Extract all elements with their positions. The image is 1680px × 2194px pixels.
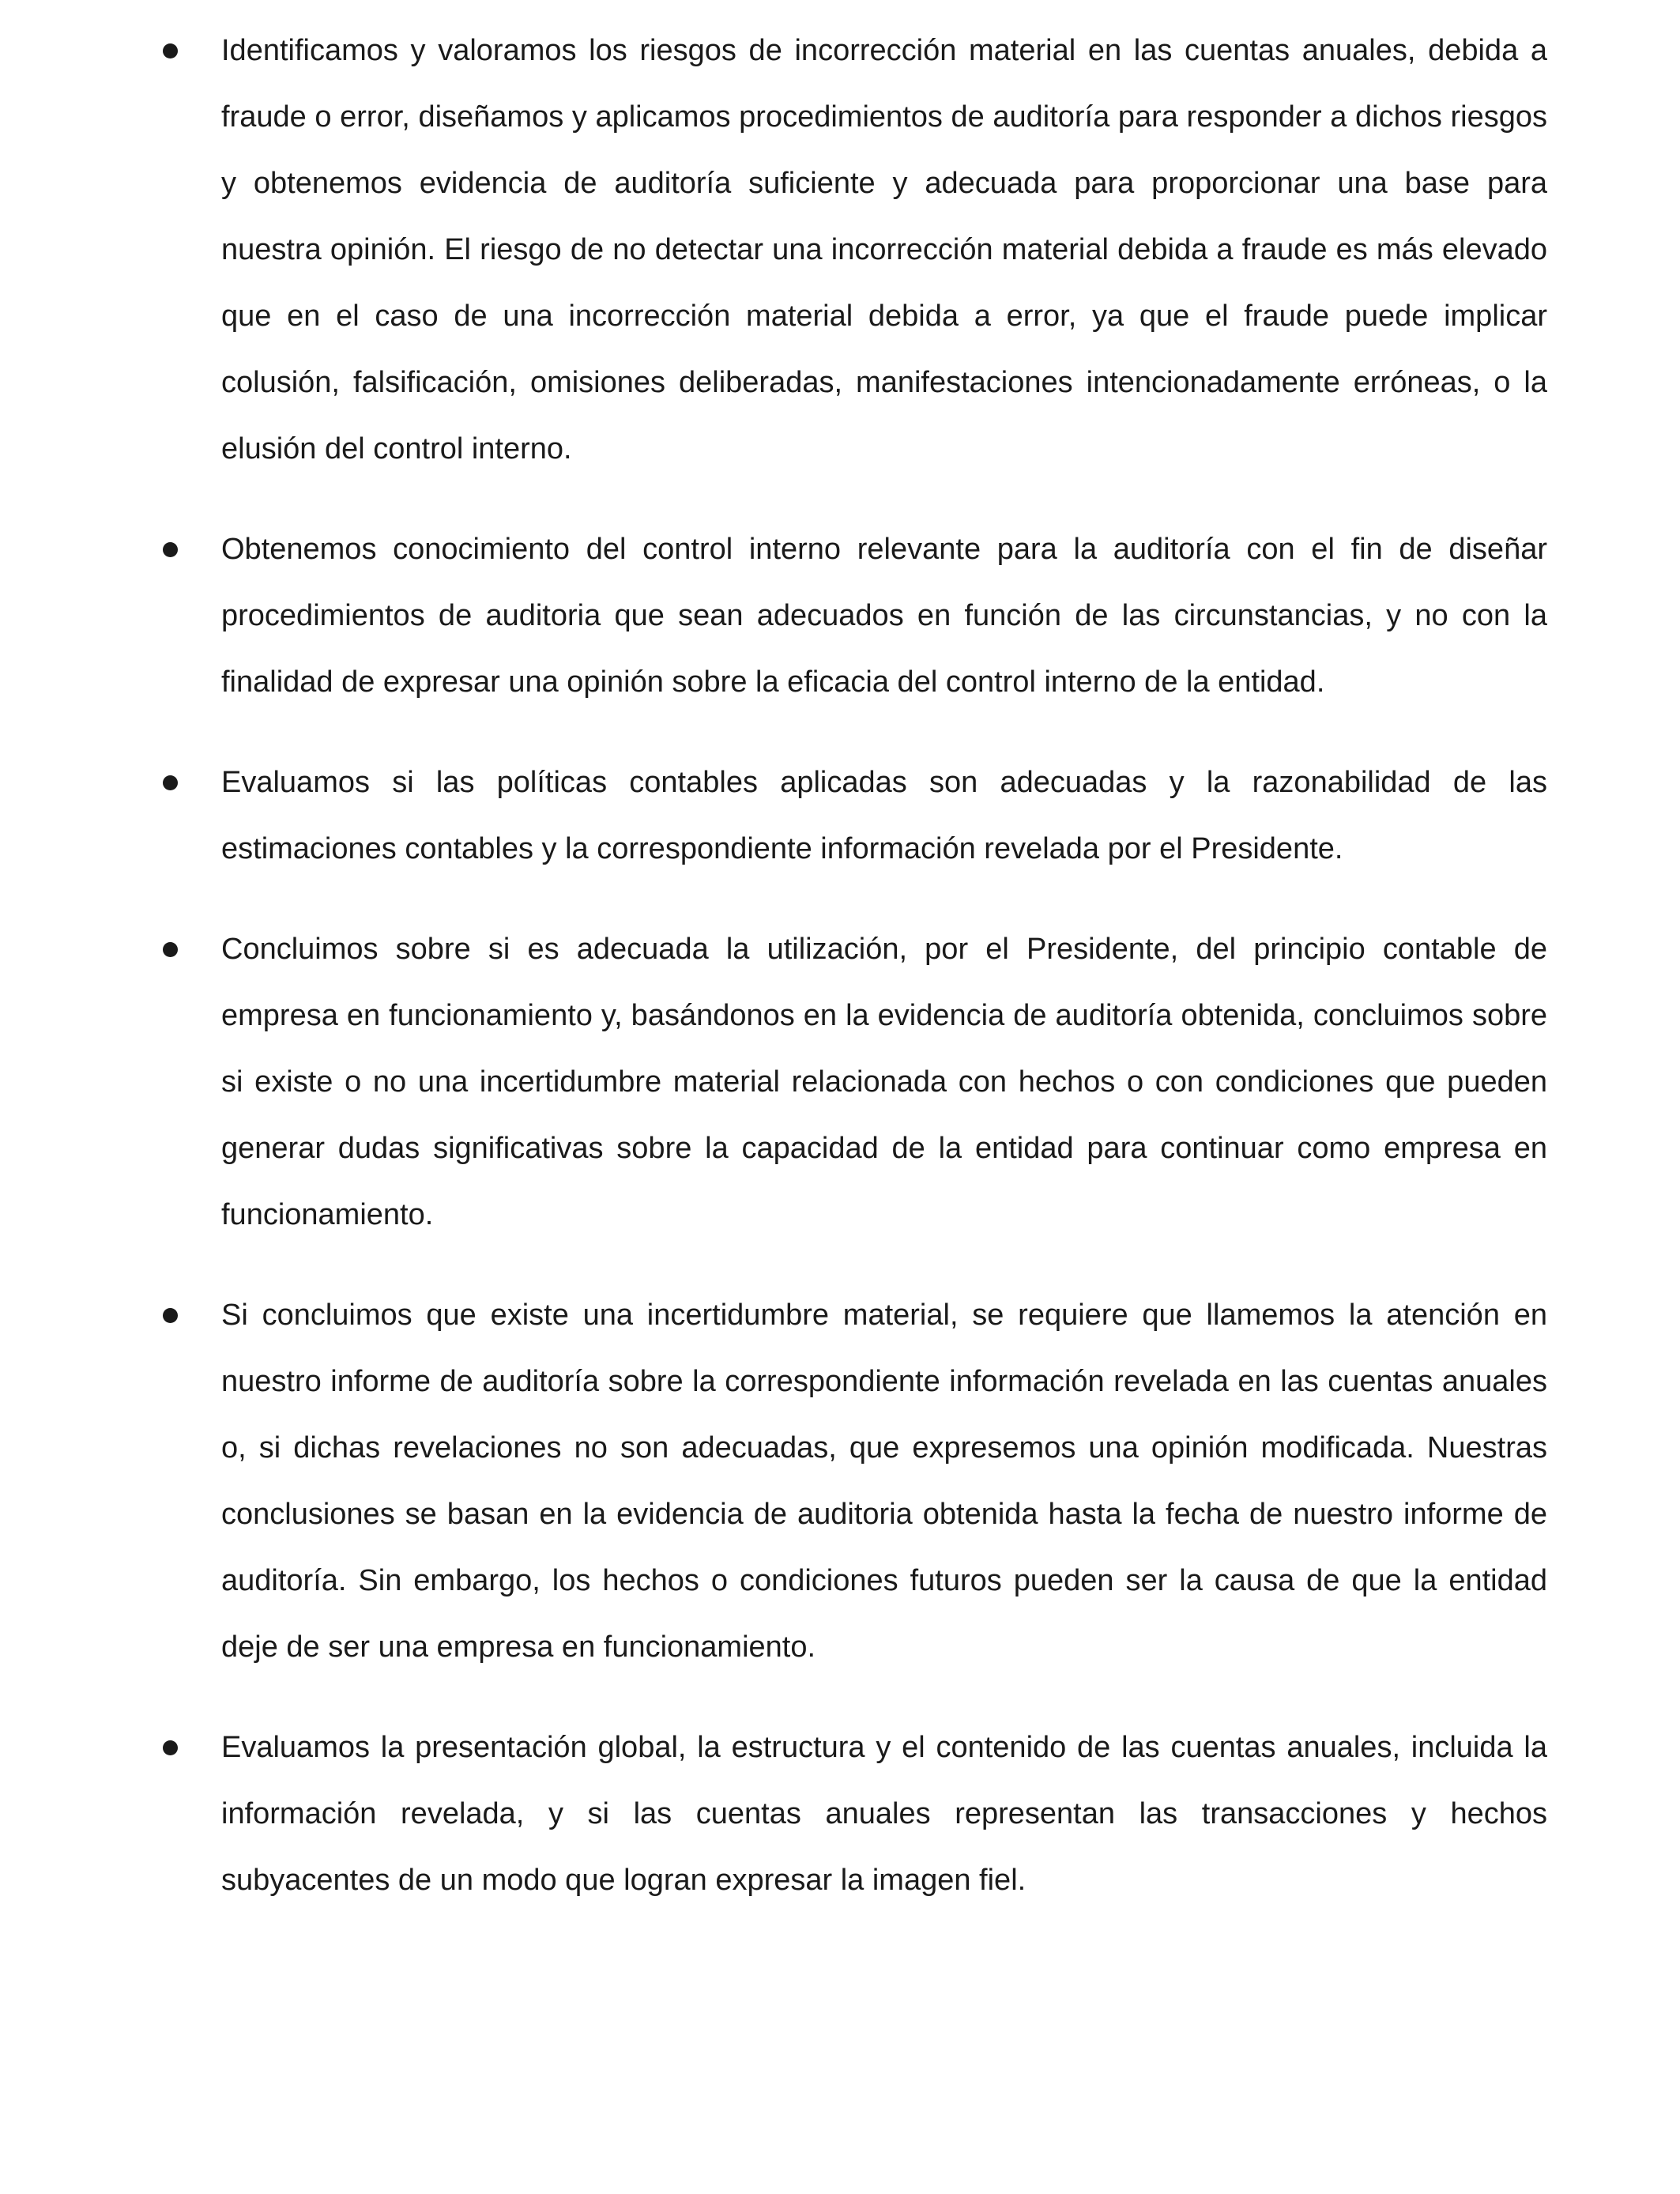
bullet-icon <box>163 1740 178 1755</box>
bullet-icon <box>163 542 178 557</box>
bullet-icon <box>163 775 178 790</box>
list-item <box>156 916 1547 1248</box>
bullet-icon <box>163 942 178 957</box>
list-item <box>156 1714 1547 1913</box>
list-item-text: Evaluamos si las políticas contables aplicadas son adecuadas y la razonabilidad de las estimaciones contables y la correspondiente información revelada por el Presidente. <box>221 766 1547 865</box>
list-item-text: Obtenemos conocimiento del control interno relevante para la auditoría con el fin de diseñar procedimientos de auditoria que sean adecuados en función de las circunstancias, y no con la finalidad de expresar una opinión sobre la eficacia del control interno de la entidad. <box>221 533 1547 699</box>
list-item-text: Concluimos sobre si es adecuada la utilización, por el Presidente, del principio contable de empresa en funcionamiento y, basándonos en la evidencia de auditoría obtenida, concluimos sobre si existe o no una incertidumbre material relacionada con hechos o con condiciones que pueden generar dudas significativas sobre la capacidad de la entidad para continuar como empresa en funcionamiento. <box>221 933 1547 1231</box>
bullet-icon <box>163 43 178 58</box>
list-item <box>156 749 1547 882</box>
list-item <box>156 516 1547 715</box>
list-item-text: Evaluamos la presentación global, la estructura y el contenido de las cuentas anuales, incluida la información revelada, y si las cuentas anuales representan las transacciones y hechos subyacentes de un modo que logran expresar la imagen fiel. <box>221 1731 1547 1897</box>
list-item <box>156 17 1547 482</box>
list-item <box>156 1282 1547 1680</box>
list-item-text: Si concluimos que existe una incertidumbre material, se requiere que llamemos la atención en nuestro informe de auditoría sobre la correspondiente información revelada en las cuentas anuales o, si dichas revelaciones no son adecuadas, que expresemos una opinión modificada. Nuestras conclusiones se basan en la evidencia de auditoria obtenida hasta la fecha de nuestro informe de auditoría. Sin embargo, los hechos o condiciones futuros pueden ser la causa de que la entidad deje de ser una empresa en funcionamiento. <box>221 1299 1547 1664</box>
bullet-icon <box>163 1308 178 1323</box>
list-item-text: Identificamos y valoramos los riesgos de incorrección material en las cuentas anuales, debida a fraude o error, diseñamos y aplicamos procedimientos de auditoría para responder a dichos riesgos y obtenemos evidencia de auditoría suficiente y adecuada para proporcionar una base para nuestra opinión. El riesgo de no detectar una incorrección material debida a fraude es más elevado que en el caso de una incorrección material debida a error, ya que el fraude puede implicar colusión, falsificación, omisiones deliberadas, manifestaciones intencionadamente erróneas, o la elusión del control interno. <box>221 34 1547 466</box>
audit-responsibilities-list <box>156 17 1547 1947</box>
